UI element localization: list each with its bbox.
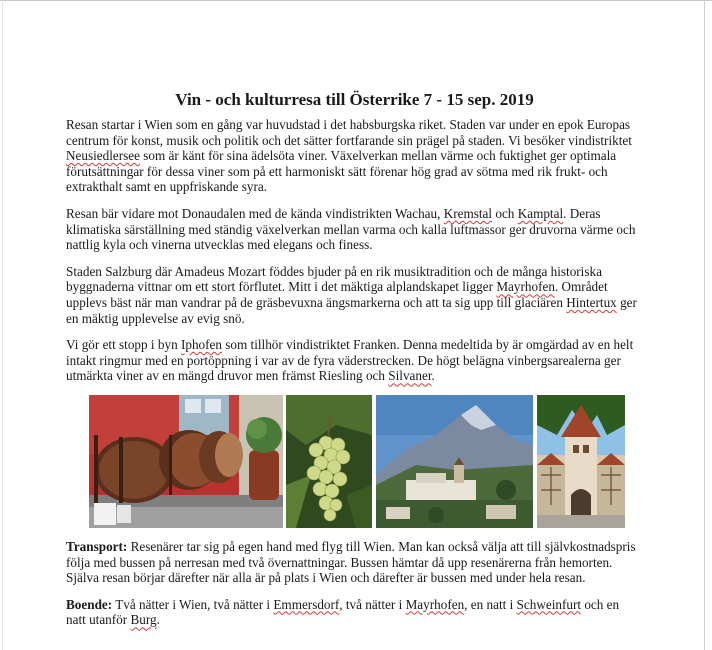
wine-cellar-barrels-icon [89, 395, 283, 528]
transport-label: Transport: [66, 538, 128, 554]
spell-flag: Iphofen [180, 337, 222, 353]
grapes-icon [286, 395, 372, 528]
spell-flag: Emmersdorf [273, 596, 340, 612]
spell-flag: Neusiedlersee [66, 148, 140, 164]
document-page [66, 90, 641, 639]
paragraph-donau: Resan bär vidare mot Donaudalen med de kända vindistrikten Wachau, Kremstal och Kamptal. Deras klimatiska särställning med ständig växelverkan mellan varma och kalla luftmassor ger druvorna värme och nattlig kyla och vinerna utvecklas med elegans och finess. [66, 205, 636, 253]
salzburg-fortress-mountain-icon [376, 395, 533, 528]
boende-label: Boende: [66, 596, 113, 612]
spell-flag: Silvaner [388, 368, 432, 384]
spell-flag: Mayrhofen [496, 279, 555, 295]
paragraph-iphofen: Vi gör ett stopp i byn Iphofen som tillhör vindistriktet Franken. Denna medeltida by är omgärdad av en helt intakt ringmur med en portöppning i var av de fyra väderstrecken. De högt belägna vinbergsarealerna ger utmärkta viner av en mängd druvor men främst Riesling och Silvaner. [66, 337, 634, 384]
spell-flag: Schweinfurt [516, 596, 582, 612]
paragraph-boende: Boende: Två nätter i Wien, två nätter i Emmersdorf, två nätter i Mayrhofen, en natt i Schweinfurt och en natt utanför Burg. [66, 596, 620, 628]
paragraph-intro: Resan startar i Wien som en gång var huvudstad i det habsburgska riket. Staden var under en epok Europas centrum för konst, musik och politik och det sätter fortfarande sin prägel på staden. Vi besöker vindistriktet Neusiedlersee som är känt för sina ädelsöta viner. Växelverkan mellan värme och fuktighet ger optimala förutsättningar för dessa viner som på ett harmoniskt sätt förenar hög grad av sötma med rik frukt- och extrakthalt samt en uppfriskande syra. [66, 117, 632, 195]
paragraph-salzburg: Staden Salzburg där Amadeus Mozart föddes bjuder på en rik musiktradition och de många historiska byggnaderna vittnar om ett stort förflutet. Mitt i det mäktiga alplandskapet ligger Mayrhofen. Området upplevs bäst när man vandrar på de gräsbevuxna ängsmarkerna och att ta sig upp till glaciären Hintertux ger en mäktig upplevelse av evig snö. [66, 263, 637, 326]
spell-flag: Hintertux [566, 294, 617, 310]
paragraph-transport: Transport: Resenärer tar sig på egen hand med flyg till Wien. Man kan också välja att till självkostnadspris följa med bussen på nerresan med två övernattningar. Bussen hämtar då upp resenärerna från hemorten. Själva resan börjar därefter när alla är på plats i Wien och därefter är bussen med under hela resan. [66, 538, 636, 586]
iphofen-gate-tower-icon [537, 395, 625, 528]
document-title: Vin - och kulturresa till Österrike 7 - 15 sep. 2019 [175, 90, 534, 109]
spell-flag: Burg [130, 612, 157, 628]
photo-strip [66, 395, 641, 528]
spell-flag: Kamptal [517, 205, 564, 221]
page-edge-right [704, 0, 705, 650]
page-edge-top [0, 0, 712, 1]
page-edge-left [2, 0, 3, 650]
spell-flag: Mayrhofen [405, 596, 465, 612]
spell-flag: Kremstal [443, 205, 493, 221]
